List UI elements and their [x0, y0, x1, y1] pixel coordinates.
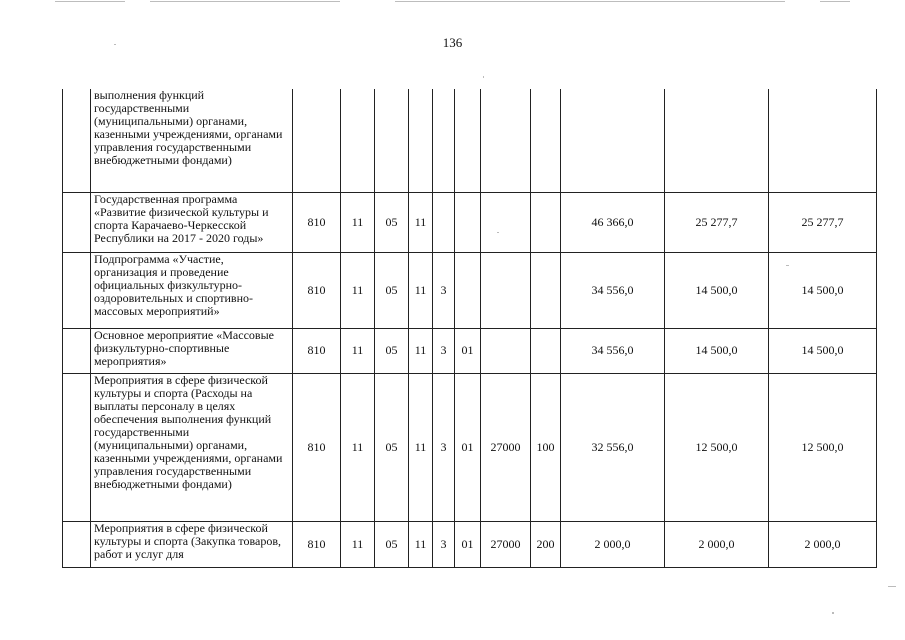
row-name: Мероприятия в сфере физической культуры и спорта (Закупка товаров, работ и услуг для	[91, 521, 293, 567]
cell-pr: 05	[375, 328, 409, 373]
row-name: Государственная программа «Развитие физической культуры и спорта Карачаево-Черкесской Республики на 2017 - 2020 годы»	[91, 192, 293, 252]
cell-rz: 11	[341, 373, 375, 521]
cell-sum-2019: 25 277,7	[665, 192, 769, 252]
cell-rz	[341, 89, 375, 192]
row-number-cell	[63, 373, 91, 521]
cell-rz: 11	[341, 252, 375, 328]
cell-vr: 200	[531, 521, 561, 567]
cell-sum-2020: 14 500,0	[769, 328, 877, 373]
cell-om: 01	[455, 373, 481, 521]
cell-sum-2019	[665, 89, 769, 192]
cell-napr: 27000	[481, 521, 531, 567]
cell-ved: 810	[293, 373, 341, 521]
cell-prog: 11	[409, 192, 433, 252]
cell-sum-2020: 25 277,7	[769, 192, 877, 252]
row-name: Основное мероприятие «Массовые физкультурно-спортивные мероприятия»	[91, 328, 293, 373]
page-number: 136	[442, 35, 463, 50]
scan-speck	[888, 586, 896, 587]
cell-sum-2020: 2 000,0	[769, 521, 877, 567]
table-row	[63, 521, 877, 567]
cell-vr	[531, 252, 561, 328]
table-row	[63, 328, 877, 373]
cell-sub	[433, 192, 455, 252]
cell-sum-2019: 14 500,0	[665, 328, 769, 373]
cell-ved: 810	[293, 328, 341, 373]
cell-sum-2019: 2 000,0	[665, 521, 769, 567]
row-number-cell	[63, 328, 91, 373]
cell-sub	[433, 89, 455, 192]
cell-prog: 11	[409, 328, 433, 373]
scan-edge-marks	[0, 0, 905, 5]
scan-speck	[832, 612, 834, 614]
row-name: Подпрограмма «Участие, организация и проведение официальных физкультурно-оздоровительных и спортивно-массовых мероприятий»	[91, 252, 293, 328]
scan-speck	[786, 265, 789, 266]
cell-pr: 05	[375, 192, 409, 252]
cell-rz: 11	[341, 192, 375, 252]
scan-speck	[497, 232, 499, 233]
cell-sub: 3	[433, 328, 455, 373]
row-number-cell	[63, 192, 91, 252]
cell-pr: 05	[375, 252, 409, 328]
row-number-cell	[63, 89, 91, 192]
cell-sub: 3	[433, 252, 455, 328]
cell-napr: 27000	[481, 373, 531, 521]
cell-vr	[531, 328, 561, 373]
row-number-cell	[63, 521, 91, 567]
cell-pr	[375, 89, 409, 192]
table-row	[63, 89, 877, 192]
cell-om	[455, 252, 481, 328]
cell-napr	[481, 252, 531, 328]
row-name: Мероприятия в сфере физической культуры и спорта (Расходы на выплаты персоналу в целях обеспечения выполнения функций государственными (муниципальными) органами, казенными учреждениями, органами управления государственными внебюджетными фондами)	[91, 373, 293, 521]
cell-om: 01	[455, 521, 481, 567]
cell-sum-2018: 34 556,0	[561, 252, 665, 328]
cell-rz: 11	[341, 521, 375, 567]
cell-ved	[293, 89, 341, 192]
cell-napr	[481, 192, 531, 252]
budget-table	[62, 89, 877, 568]
scan-speck	[483, 76, 484, 78]
table-row	[63, 192, 877, 252]
cell-rz: 11	[341, 328, 375, 373]
cell-sum-2018: 34 556,0	[561, 328, 665, 373]
cell-napr	[481, 89, 531, 192]
cell-ved: 810	[293, 521, 341, 567]
cell-sum-2018: 32 556,0	[561, 373, 665, 521]
cell-om: 01	[455, 328, 481, 373]
cell-pr: 05	[375, 521, 409, 567]
cell-om	[455, 89, 481, 192]
cell-sum-2019: 12 500,0	[665, 373, 769, 521]
cell-om	[455, 192, 481, 252]
cell-ved: 810	[293, 192, 341, 252]
row-name: выполнения функций государственными (муниципальными) органами, казенными учреждениями, органами управления государственными внебюджетными фондами)	[91, 89, 293, 192]
cell-sum-2020: 12 500,0	[769, 373, 877, 521]
cell-pr: 05	[375, 373, 409, 521]
cell-sum-2020	[769, 89, 877, 192]
table-row	[63, 252, 877, 328]
cell-sum-2018: 46 366,0	[561, 192, 665, 252]
cell-prog: 11	[409, 252, 433, 328]
table-row	[63, 373, 877, 521]
cell-vr	[531, 89, 561, 192]
cell-sum-2020: 14 500,0	[769, 252, 877, 328]
cell-ved: 810	[293, 252, 341, 328]
cell-sub: 3	[433, 521, 455, 567]
cell-sum-2018	[561, 89, 665, 192]
cell-prog	[409, 89, 433, 192]
cell-prog: 11	[409, 373, 433, 521]
cell-napr	[481, 328, 531, 373]
cell-vr	[531, 192, 561, 252]
cell-sum-2019: 14 500,0	[665, 252, 769, 328]
cell-vr: 100	[531, 373, 561, 521]
cell-sum-2018: 2 000,0	[561, 521, 665, 567]
scan-speck	[114, 44, 116, 45]
row-number-cell	[63, 252, 91, 328]
cell-sub: 3	[433, 373, 455, 521]
cell-prog: 11	[409, 521, 433, 567]
